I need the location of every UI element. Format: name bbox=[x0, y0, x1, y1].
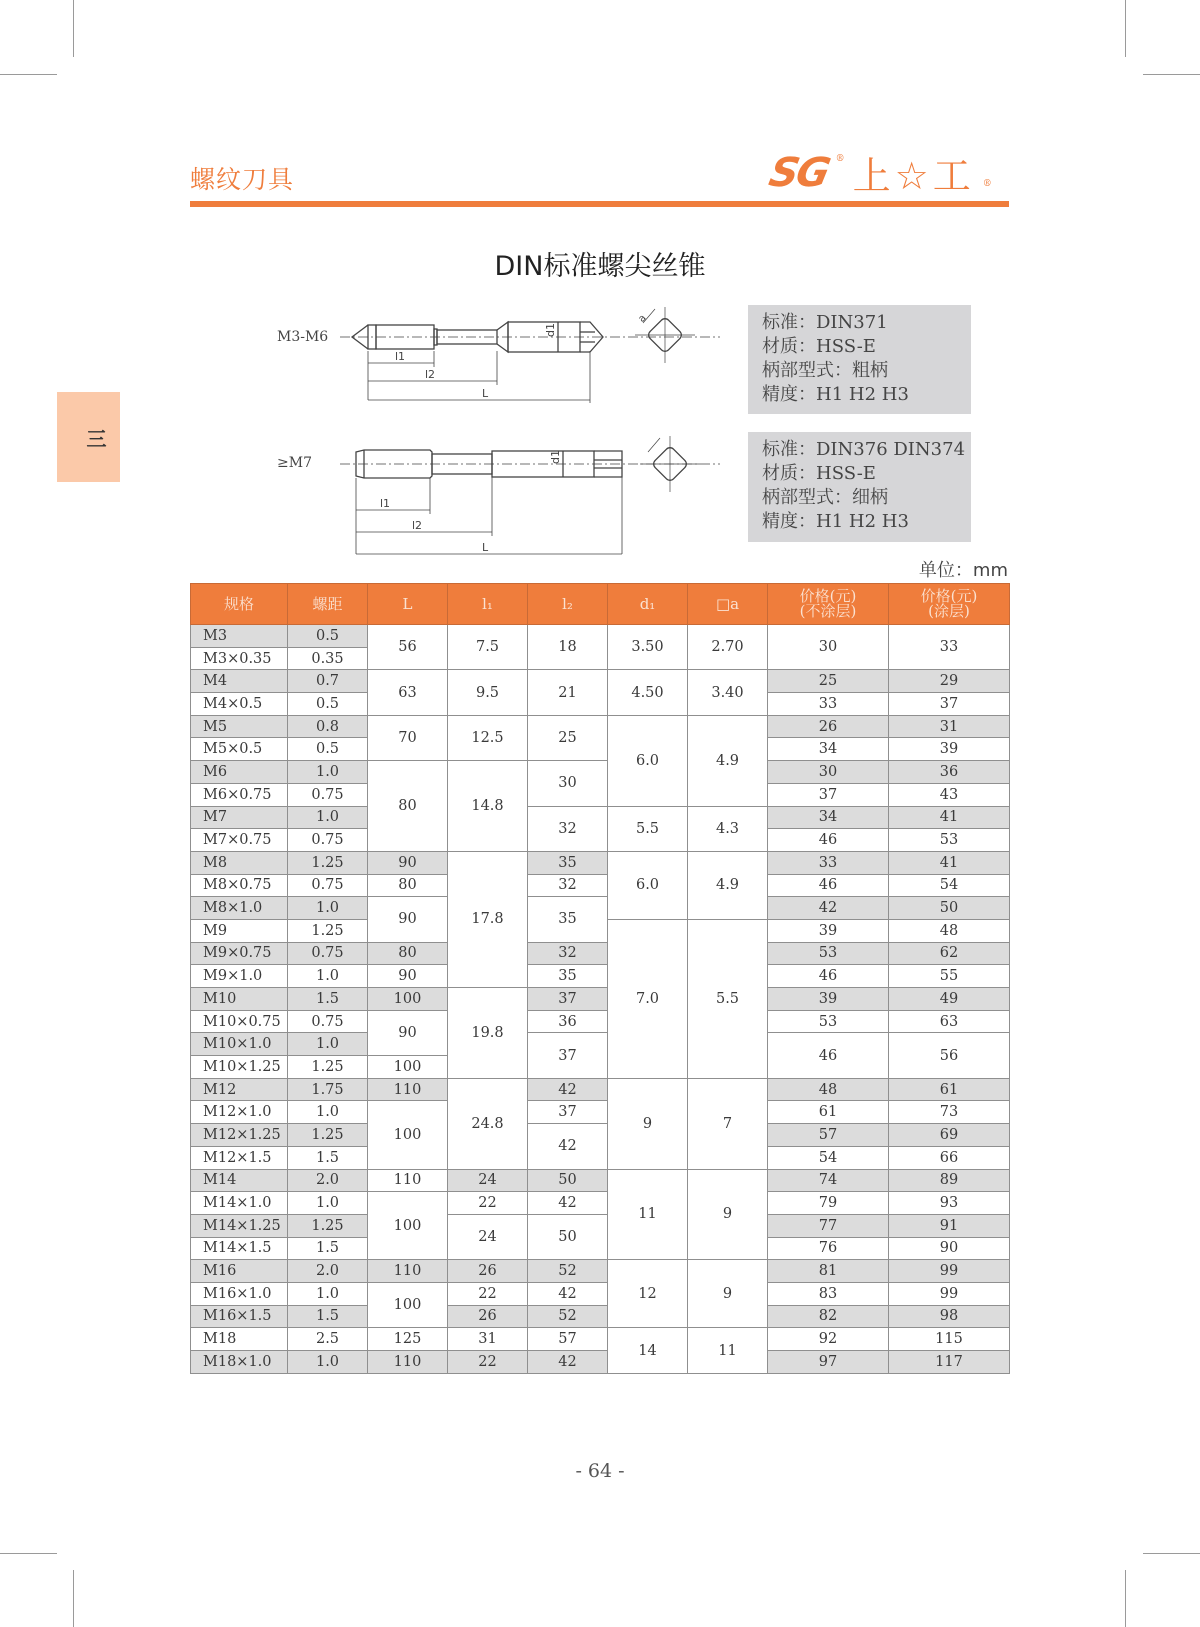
column-header: l₁ bbox=[448, 584, 528, 625]
value-cell: 46 bbox=[768, 874, 889, 897]
column-header: L bbox=[368, 584, 448, 625]
spec-table bbox=[190, 583, 1010, 1374]
value-cell: 37 bbox=[889, 693, 1010, 716]
value-cell: 35 bbox=[528, 965, 608, 988]
spec-line: 柄部型式：粗柄 bbox=[762, 360, 888, 381]
value-cell: 14 bbox=[608, 1328, 688, 1373]
value-cell: 31 bbox=[448, 1328, 528, 1351]
value-cell: 55 bbox=[889, 965, 1010, 988]
table-body bbox=[191, 625, 1010, 1374]
page-title: DIN标准螺尖丝锥 bbox=[494, 251, 706, 282]
spec-box-din376 bbox=[748, 432, 971, 542]
column-header: 价格(元) (不涂层) bbox=[768, 584, 889, 625]
value-cell: 7 bbox=[688, 1078, 768, 1169]
spec-cell: M7×0.75 bbox=[191, 829, 288, 852]
value-cell: 82 bbox=[768, 1305, 889, 1328]
svg-text:l1: l1 bbox=[380, 497, 391, 510]
value-cell: 3.40 bbox=[688, 670, 768, 715]
value-cell: 46 bbox=[768, 1033, 889, 1078]
value-cell: 52 bbox=[528, 1260, 608, 1283]
table-row bbox=[191, 965, 1010, 988]
value-cell: 73 bbox=[889, 1101, 1010, 1124]
value-cell: 0.5 bbox=[288, 693, 368, 716]
value-cell: 56 bbox=[368, 625, 448, 670]
value-cell: 24.8 bbox=[448, 1078, 528, 1169]
svg-text:L: L bbox=[482, 541, 489, 554]
value-cell: 98 bbox=[889, 1305, 1010, 1328]
spec-cell: M12 bbox=[191, 1078, 288, 1101]
value-cell: 46 bbox=[768, 965, 889, 988]
table-row bbox=[191, 1078, 1010, 1101]
value-cell: 90 bbox=[368, 851, 448, 874]
table-row bbox=[191, 1101, 1010, 1124]
table-row bbox=[191, 806, 1010, 829]
spec-cell: M5 bbox=[191, 715, 288, 738]
value-cell: 1.0 bbox=[288, 965, 368, 988]
spec-line: 标准：DIN376 DIN374 bbox=[762, 439, 966, 460]
value-cell: 50 bbox=[889, 897, 1010, 920]
value-cell: 0.75 bbox=[288, 874, 368, 897]
value-cell: 3.50 bbox=[608, 625, 688, 670]
value-cell: 1.25 bbox=[288, 1056, 368, 1079]
table-row bbox=[191, 1214, 1010, 1237]
crop-mark bbox=[1143, 74, 1200, 75]
value-cell: 41 bbox=[889, 851, 1010, 874]
value-cell: 6.0 bbox=[608, 715, 688, 806]
value-cell: 6.0 bbox=[608, 851, 688, 919]
value-cell: 0.75 bbox=[288, 783, 368, 806]
table-row bbox=[191, 851, 1010, 874]
unit-label: 单位：mm bbox=[918, 560, 1008, 581]
value-cell: 41 bbox=[889, 806, 1010, 829]
value-cell: 1.25 bbox=[288, 919, 368, 942]
table-row bbox=[191, 625, 1010, 648]
spec-cell: M9 bbox=[191, 919, 288, 942]
crop-mark bbox=[1125, 1570, 1126, 1627]
value-cell: 31 bbox=[889, 715, 1010, 738]
crop-mark bbox=[0, 74, 57, 75]
value-cell: 9 bbox=[608, 1078, 688, 1169]
value-cell: 1.0 bbox=[288, 1351, 368, 1374]
value-cell: 81 bbox=[768, 1260, 889, 1283]
spec-line: 材质：HSS-E bbox=[762, 336, 876, 357]
table-row bbox=[191, 1260, 1010, 1283]
svg-text:a: a bbox=[636, 312, 649, 325]
crop-mark bbox=[1143, 1553, 1200, 1554]
value-cell: 29 bbox=[889, 670, 1010, 693]
value-cell: 34 bbox=[768, 806, 889, 829]
spec-cell: M3×0.35 bbox=[191, 647, 288, 670]
value-cell: 115 bbox=[889, 1328, 1010, 1351]
value-cell: 1.5 bbox=[288, 1146, 368, 1169]
value-cell: 11 bbox=[688, 1328, 768, 1373]
value-cell: 90 bbox=[889, 1237, 1010, 1260]
value-cell: 76 bbox=[768, 1237, 889, 1260]
table-row bbox=[191, 761, 1010, 784]
chapter-tab-label: 三 bbox=[86, 426, 107, 451]
value-cell: 53 bbox=[768, 942, 889, 965]
value-cell: 110 bbox=[368, 1078, 448, 1101]
value-cell: 19.8 bbox=[448, 988, 528, 1079]
value-cell: 89 bbox=[889, 1169, 1010, 1192]
value-cell: 7.5 bbox=[448, 625, 528, 670]
spec-cell: M8×1.0 bbox=[191, 897, 288, 920]
page-number: - 64 - bbox=[575, 1460, 625, 1482]
spec-cell: M18 bbox=[191, 1328, 288, 1351]
value-cell: 1.25 bbox=[288, 851, 368, 874]
value-cell: 0.5 bbox=[288, 738, 368, 761]
value-cell: 125 bbox=[368, 1328, 448, 1351]
value-cell: 61 bbox=[768, 1101, 889, 1124]
value-cell: 53 bbox=[768, 1010, 889, 1033]
tap-drawing-m7 bbox=[340, 432, 720, 562]
table-row bbox=[191, 1282, 1010, 1305]
value-cell: 80 bbox=[368, 874, 448, 897]
value-cell: 99 bbox=[889, 1260, 1010, 1283]
value-cell: 1.5 bbox=[288, 1305, 368, 1328]
table-header-row bbox=[191, 584, 1010, 625]
logo-chinese: 上☆工 bbox=[852, 154, 975, 198]
value-cell: 83 bbox=[768, 1282, 889, 1305]
value-cell: 2.70 bbox=[688, 625, 768, 670]
table-row bbox=[191, 1010, 1010, 1033]
svg-text:d1: d1 bbox=[544, 323, 557, 337]
value-cell: 35 bbox=[528, 897, 608, 942]
value-cell: 9 bbox=[688, 1169, 768, 1260]
spec-line: 精度：H1 H2 H3 bbox=[762, 511, 909, 532]
value-cell: 1.0 bbox=[288, 1282, 368, 1305]
value-cell: 32 bbox=[528, 942, 608, 965]
value-cell: 1.0 bbox=[288, 806, 368, 829]
value-cell: 54 bbox=[889, 874, 1010, 897]
spec-line: 材质：HSS-E bbox=[762, 463, 876, 484]
header-rule bbox=[190, 201, 1009, 207]
spec-cell: M10×1.25 bbox=[191, 1056, 288, 1079]
spec-line: 柄部型式：细柄 bbox=[762, 487, 888, 508]
table-row bbox=[191, 1169, 1010, 1192]
value-cell: 100 bbox=[368, 1192, 448, 1260]
spec-cell: M5×0.5 bbox=[191, 738, 288, 761]
value-cell: 74 bbox=[768, 1169, 889, 1192]
value-cell: 9 bbox=[688, 1260, 768, 1328]
registered-icon: ® bbox=[982, 179, 992, 189]
spec-cell: M9×0.75 bbox=[191, 942, 288, 965]
value-cell: 48 bbox=[889, 919, 1010, 942]
value-cell: 42 bbox=[528, 1192, 608, 1215]
spec-cell: M10 bbox=[191, 988, 288, 1011]
value-cell: 1.5 bbox=[288, 988, 368, 1011]
value-cell: 30 bbox=[768, 625, 889, 670]
value-cell: 37 bbox=[528, 988, 608, 1011]
value-cell: 62 bbox=[889, 942, 1010, 965]
value-cell: 5.5 bbox=[608, 806, 688, 851]
crop-mark bbox=[73, 0, 74, 57]
value-cell: 1.0 bbox=[288, 761, 368, 784]
value-cell: 99 bbox=[889, 1282, 1010, 1305]
value-cell: 70 bbox=[368, 715, 448, 760]
diagram-label-m3-m6: M3-M6 bbox=[277, 329, 329, 345]
table-row bbox=[191, 874, 1010, 897]
section-title: 螺纹刀具 bbox=[190, 165, 295, 194]
value-cell: 61 bbox=[889, 1078, 1010, 1101]
value-cell: 90 bbox=[368, 897, 448, 942]
value-cell: 25 bbox=[768, 670, 889, 693]
value-cell: 36 bbox=[528, 1010, 608, 1033]
spec-cell: M4×0.5 bbox=[191, 693, 288, 716]
value-cell: 25 bbox=[528, 715, 608, 760]
value-cell: 50 bbox=[528, 1169, 608, 1192]
value-cell: 4.3 bbox=[688, 806, 768, 851]
value-cell: 30 bbox=[528, 761, 608, 806]
value-cell: 32 bbox=[528, 806, 608, 851]
value-cell: 80 bbox=[368, 761, 448, 852]
spec-cell: M7 bbox=[191, 806, 288, 829]
value-cell: 4.9 bbox=[688, 715, 768, 806]
value-cell: 90 bbox=[368, 965, 448, 988]
value-cell: 66 bbox=[889, 1146, 1010, 1169]
value-cell: 22 bbox=[448, 1192, 528, 1215]
value-cell: 1.5 bbox=[288, 1237, 368, 1260]
value-cell: 100 bbox=[368, 1282, 448, 1327]
spec-cell: M14×1.5 bbox=[191, 1237, 288, 1260]
svg-text:L: L bbox=[482, 387, 489, 400]
value-cell: 110 bbox=[368, 1351, 448, 1374]
value-cell: 46 bbox=[768, 829, 889, 852]
value-cell: 37 bbox=[528, 1101, 608, 1124]
value-cell: 22 bbox=[448, 1282, 528, 1305]
value-cell: 17.8 bbox=[448, 851, 528, 987]
table-row bbox=[191, 988, 1010, 1011]
value-cell: 1.0 bbox=[288, 1101, 368, 1124]
value-cell: 97 bbox=[768, 1351, 889, 1374]
spec-cell: M16×1.5 bbox=[191, 1305, 288, 1328]
spec-cell: M18×1.0 bbox=[191, 1351, 288, 1374]
value-cell: 21 bbox=[528, 670, 608, 715]
value-cell: 39 bbox=[889, 738, 1010, 761]
spec-cell: M6 bbox=[191, 761, 288, 784]
value-cell: 42 bbox=[528, 1282, 608, 1305]
table-row bbox=[191, 897, 1010, 920]
value-cell: 9.5 bbox=[448, 670, 528, 715]
value-cell: 5.5 bbox=[688, 919, 768, 1078]
value-cell: 80 bbox=[368, 942, 448, 965]
value-cell: 1.0 bbox=[288, 1033, 368, 1056]
spec-cell: M16×1.0 bbox=[191, 1282, 288, 1305]
value-cell: 22 bbox=[448, 1351, 528, 1374]
value-cell: 4.50 bbox=[608, 670, 688, 715]
spec-cell: M14×1.25 bbox=[191, 1214, 288, 1237]
table-row bbox=[191, 1124, 1010, 1147]
value-cell: 1.75 bbox=[288, 1078, 368, 1101]
spec-cell: M8×0.75 bbox=[191, 874, 288, 897]
table-row bbox=[191, 1351, 1010, 1374]
value-cell: 36 bbox=[889, 761, 1010, 784]
value-cell: 48 bbox=[768, 1078, 889, 1101]
crop-mark bbox=[73, 1570, 74, 1627]
value-cell: 0.5 bbox=[288, 625, 368, 648]
spec-line: 标准：DIN371 bbox=[762, 312, 888, 333]
value-cell: 32 bbox=[528, 874, 608, 897]
value-cell: 57 bbox=[528, 1328, 608, 1351]
value-cell: 79 bbox=[768, 1192, 889, 1215]
value-cell: 43 bbox=[889, 783, 1010, 806]
spec-cell: M4 bbox=[191, 670, 288, 693]
value-cell: 49 bbox=[889, 988, 1010, 1011]
value-cell: 1.0 bbox=[288, 1192, 368, 1215]
value-cell: 0.75 bbox=[288, 1010, 368, 1033]
value-cell: 110 bbox=[368, 1169, 448, 1192]
diagram-label-m7: ≥M7 bbox=[277, 455, 312, 471]
value-cell: 0.35 bbox=[288, 647, 368, 670]
spec-cell: M3 bbox=[191, 625, 288, 648]
value-cell: 100 bbox=[368, 988, 448, 1011]
value-cell: 42 bbox=[768, 897, 889, 920]
value-cell: 4.9 bbox=[688, 851, 768, 919]
table-row bbox=[191, 670, 1010, 693]
spec-cell: M16 bbox=[191, 1260, 288, 1283]
value-cell: 37 bbox=[768, 783, 889, 806]
spec-line: 精度：H1 H2 H3 bbox=[762, 384, 909, 405]
value-cell: 0.8 bbox=[288, 715, 368, 738]
value-cell: 69 bbox=[889, 1124, 1010, 1147]
table-row bbox=[191, 942, 1010, 965]
table-row bbox=[191, 1033, 1010, 1056]
value-cell: 1.25 bbox=[288, 1124, 368, 1147]
column-header: 螺距 bbox=[288, 584, 368, 625]
svg-text:l2: l2 bbox=[412, 519, 423, 532]
value-cell: 2.0 bbox=[288, 1260, 368, 1283]
value-cell: 26 bbox=[448, 1305, 528, 1328]
value-cell: 0.7 bbox=[288, 670, 368, 693]
value-cell: 117 bbox=[889, 1351, 1010, 1374]
value-cell: 42 bbox=[528, 1078, 608, 1101]
value-cell: 14.8 bbox=[448, 761, 528, 852]
value-cell: 53 bbox=[889, 829, 1010, 852]
value-cell: 33 bbox=[768, 851, 889, 874]
table-row bbox=[191, 1192, 1010, 1215]
value-cell: 26 bbox=[448, 1260, 528, 1283]
spec-box-din371 bbox=[748, 305, 971, 414]
value-cell: 37 bbox=[528, 1033, 608, 1078]
spec-cell: M12×1.5 bbox=[191, 1146, 288, 1169]
value-cell: 34 bbox=[768, 738, 889, 761]
value-cell: 77 bbox=[768, 1214, 889, 1237]
value-cell: 50 bbox=[528, 1214, 608, 1259]
value-cell: 35 bbox=[528, 851, 608, 874]
crop-mark bbox=[0, 1553, 57, 1554]
value-cell: 100 bbox=[368, 1101, 448, 1169]
value-cell: 91 bbox=[889, 1214, 1010, 1237]
value-cell: 24 bbox=[448, 1169, 528, 1192]
spec-cell: M10×0.75 bbox=[191, 1010, 288, 1033]
value-cell: 1.25 bbox=[288, 1214, 368, 1237]
value-cell: 92 bbox=[768, 1328, 889, 1351]
value-cell: 12 bbox=[608, 1260, 688, 1328]
value-cell: 39 bbox=[768, 988, 889, 1011]
spec-cell: M12×1.0 bbox=[191, 1101, 288, 1124]
spec-cell: M10×1.0 bbox=[191, 1033, 288, 1056]
value-cell: 42 bbox=[528, 1124, 608, 1169]
value-cell: 56 bbox=[889, 1033, 1010, 1078]
crop-mark bbox=[1125, 0, 1126, 57]
table-row bbox=[191, 1305, 1010, 1328]
value-cell: 42 bbox=[528, 1351, 608, 1374]
column-header: 规格 bbox=[191, 584, 288, 625]
spec-cell: M9×1.0 bbox=[191, 965, 288, 988]
value-cell: 90 bbox=[368, 1010, 448, 1055]
column-header: d₁ bbox=[608, 584, 688, 625]
value-cell: 30 bbox=[768, 761, 889, 784]
column-header: l₂ bbox=[528, 584, 608, 625]
table-row bbox=[191, 1328, 1010, 1351]
value-cell: 0.75 bbox=[288, 829, 368, 852]
value-cell: 12.5 bbox=[448, 715, 528, 760]
spec-cell: M14 bbox=[191, 1169, 288, 1192]
spec-cell: M8 bbox=[191, 851, 288, 874]
value-cell: 1.0 bbox=[288, 897, 368, 920]
value-cell: 24 bbox=[448, 1214, 528, 1259]
column-header: □a bbox=[688, 584, 768, 625]
value-cell: 57 bbox=[768, 1124, 889, 1147]
brand-logo bbox=[765, 149, 992, 198]
svg-text:d1: d1 bbox=[549, 450, 562, 464]
registered-icon: ® bbox=[835, 154, 845, 164]
svg-text:l1: l1 bbox=[395, 350, 406, 363]
value-cell: 2.5 bbox=[288, 1328, 368, 1351]
value-cell: 63 bbox=[368, 670, 448, 715]
value-cell: 100 bbox=[368, 1056, 448, 1079]
svg-text:l2: l2 bbox=[425, 368, 436, 381]
value-cell: 33 bbox=[889, 625, 1010, 670]
value-cell: 110 bbox=[368, 1260, 448, 1283]
logo-sg: SG bbox=[765, 149, 833, 196]
tap-drawing-m3-m6 bbox=[340, 305, 720, 415]
spec-cell: M6×0.75 bbox=[191, 783, 288, 806]
value-cell: 63 bbox=[889, 1010, 1010, 1033]
value-cell: 39 bbox=[768, 919, 889, 942]
value-cell: 7.0 bbox=[608, 919, 688, 1078]
table-row bbox=[191, 715, 1010, 738]
chapter-tab bbox=[57, 392, 120, 482]
value-cell: 93 bbox=[889, 1192, 1010, 1215]
value-cell: 18 bbox=[528, 625, 608, 670]
value-cell: 0.75 bbox=[288, 942, 368, 965]
spec-cell: M12×1.25 bbox=[191, 1124, 288, 1147]
spec-cell: M14×1.0 bbox=[191, 1192, 288, 1215]
value-cell: 52 bbox=[528, 1305, 608, 1328]
value-cell: 2.0 bbox=[288, 1169, 368, 1192]
value-cell: 26 bbox=[768, 715, 889, 738]
column-header: 价格(元) (涂层) bbox=[889, 584, 1010, 625]
value-cell: 11 bbox=[608, 1169, 688, 1260]
value-cell: 33 bbox=[768, 693, 889, 716]
value-cell: 54 bbox=[768, 1146, 889, 1169]
